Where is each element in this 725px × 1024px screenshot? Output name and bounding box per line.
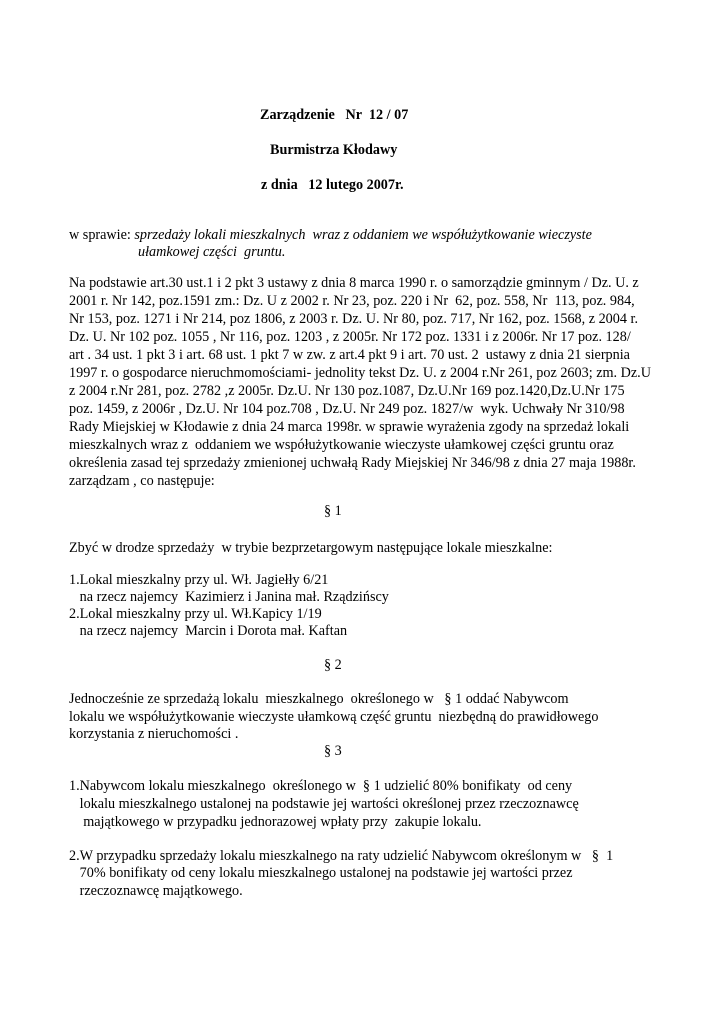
legal-basis-line: poz. 1459, z 2006r , Dz.U. Nr 104 poz.708 , Dz.U. Nr 249 poz. 1827/w wyk. Uchwały Nr 310/98: [69, 401, 625, 417]
subject-text-2: ułamkowej części gruntu.: [138, 244, 286, 260]
legal-basis-line: Dz. U. Nr 102 poz. 1055 , Nr 116, poz. 1203 , z 2005r. Nr 172 poz. 1331 i z 2006r. Nr 17 poz. 128/: [69, 329, 631, 345]
legal-basis-line: art . 34 ust. 1 pkt 3 i art. 68 ust. 1 pkt 7 w zw. z art.4 pkt 9 i art. 70 ust. 2 ustawy z dnia 21 sierpnia: [69, 347, 630, 363]
order-title: Zarządzenie Nr 12 / 07: [260, 107, 409, 123]
subject-line-1: [69, 226, 592, 244]
section-3-point-1-line: 1.Nabywcom lokalu mieszkalnego określonego w § 1 udzielić 80% bonifikaty od ceny: [69, 778, 573, 794]
list-item: 2.Lokal mieszkalny przy ul. Wł.Kapicy 1/19: [69, 606, 322, 622]
legal-basis-line: Na podstawie art.30 ust.1 i 2 pkt 3 ustawy z dnia 8 marca 1990 r. o samorządzie gminnym / Dz. U. z: [69, 275, 639, 291]
section-1-intro: Zbyć w drodze sprzedaży w trybie bezprzetargowym następujące lokale mieszkalne:: [69, 540, 553, 556]
section-1-mark: § 1: [324, 503, 342, 519]
legal-basis-line: 2001 r. Nr 142, poz.1591 zm.: Dz. U z 2002 r. Nr 23, poz. 220 i Nr 62, poz. 558, Nr 113, poz. 984,: [69, 293, 635, 309]
subject-text-1: sprzedaży lokali mieszkalnych wraz z oddaniem we współużytkowanie wieczyste: [134, 227, 592, 243]
section-2-line: korzystania z nieruchomości .: [69, 726, 239, 742]
section-2-line: Jednocześnie ze sprzedażą lokalu mieszkalnego określonego w § 1 oddać Nabywcom: [69, 691, 569, 707]
section-3-point-2-line: 2.W przypadku sprzedaży lokalu mieszkalnego na raty udzielić Nabywcom określonym w § 1: [69, 848, 614, 864]
legal-basis-line: Rady Miejskiej w Kłodawie z dnia 24 marca 1998r. w sprawie wyrażenia zgody na sprzedaż lokali: [69, 419, 630, 435]
issuer: Burmistrza Kłodawy: [270, 142, 398, 158]
subject-prefix: w sprawie:: [69, 227, 135, 243]
list-item: na rzecz najemcy Kazimierz i Janina mał. Rządzińscy: [69, 589, 389, 605]
section-3-point-2-line: rzeczoznawcę majątkowego.: [69, 883, 243, 899]
legal-basis-line: zarządzam , co następuje:: [69, 473, 215, 489]
legal-basis-line: 1997 r. o gospodarce nieruchmomościami- jednolity tekst Dz. U. z 2004 r.Nr 261, poz 2603; zm. Dz.U: [69, 365, 651, 381]
legal-basis-line: mieszkalnych wraz z oddaniem we współużytkowanie wieczyste ułamkowej części gruntu oraz: [69, 437, 614, 453]
legal-basis-line: z 2004 r.Nr 281, poz. 2782 ,z 2005r. Dz.U. Nr 130 poz.1087, Dz.U.Nr 169 poz.1420,Dz.U.Nr 175: [69, 383, 625, 399]
order-date: z dnia 12 lutego 2007r.: [261, 177, 404, 193]
section-3-mark: § 3: [324, 743, 342, 759]
section-3-point-1-line: lokalu mieszkalnego ustalonej na podstawie jej wartości określonej przez rzeczoznawcę: [69, 796, 579, 812]
legal-basis-line: Nr 153, poz. 1271 i Nr 214, poz 1806, z 2003 r. Dz. U. Nr 80, poz. 717, Nr 162, poz. 1568, z 2004 r.: [69, 311, 638, 327]
section-2-line: lokalu we współużytkowanie wieczyste ułamkową część gruntu niezbędną do prawidłowego: [69, 709, 599, 725]
list-item: 1.Lokal mieszkalny przy ul. Wł. Jagiełły 6/21: [69, 572, 329, 588]
section-2-mark: § 2: [324, 657, 342, 673]
section-3-point-1-line: majątkowego w przypadku jednorazowej wpłaty przy zakupie lokalu.: [69, 814, 482, 830]
list-item: na rzecz najemcy Marcin i Dorota mał. Kaftan: [69, 623, 348, 639]
legal-basis-line: określenia zasad tej sprzedaży zmienionej uchwałą Rady Miejskiej Nr 346/98 z dnia 27 maja 1988r.: [69, 455, 636, 471]
section-3-point-2-line: 70% bonifikaty od ceny lokalu mieszkalnego ustalonej na podstawie jej wartości przez: [69, 865, 573, 881]
